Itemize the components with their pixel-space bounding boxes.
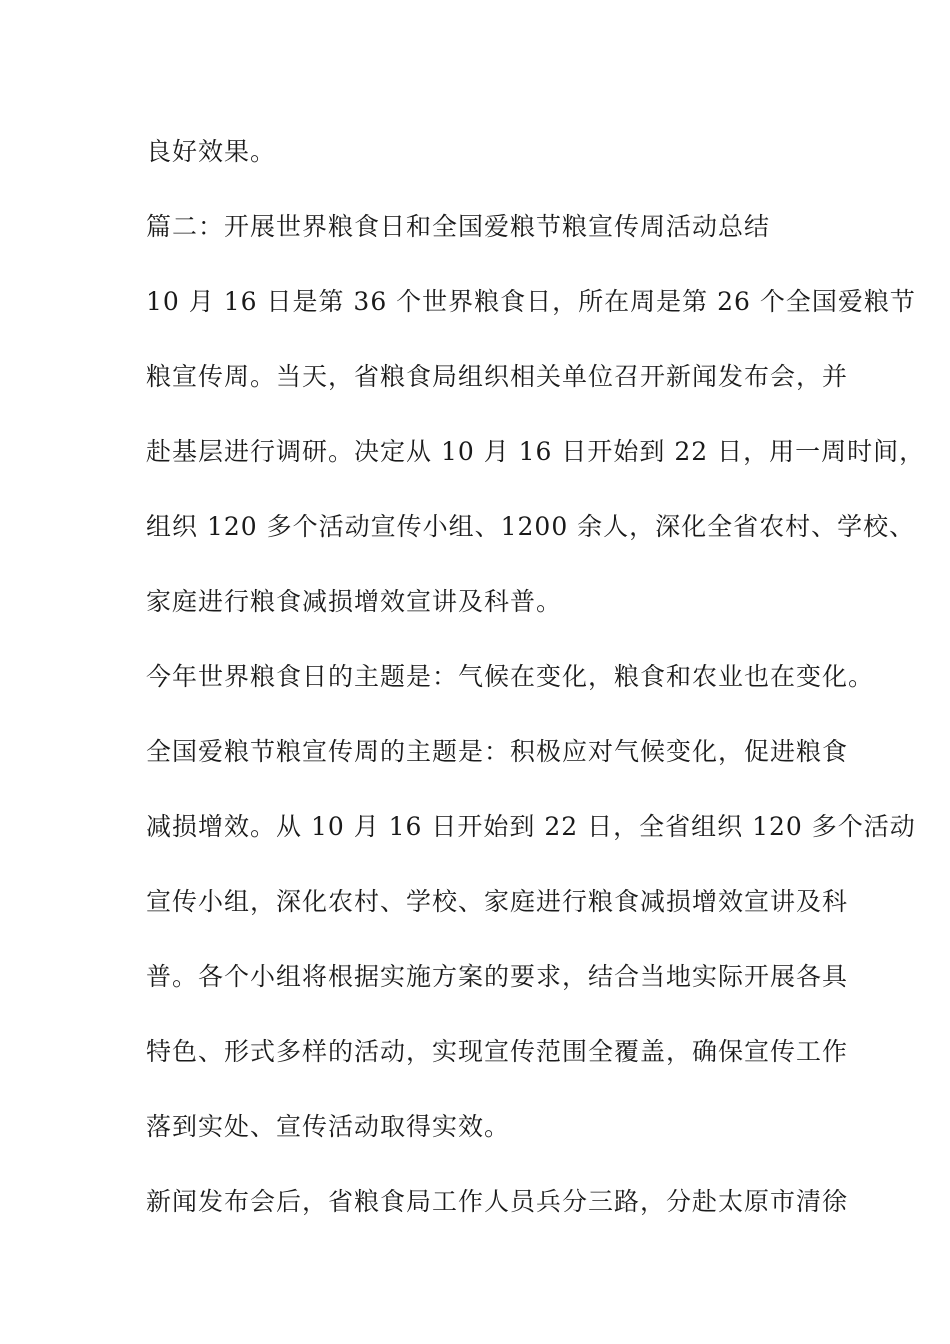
paragraph-line: 全国爱粮节粮宣传周的主题是：积极应对气候变化，促进粮食 [146, 737, 849, 766]
paragraph-line: 落到实处、宣传活动取得实效。 [146, 1112, 511, 1141]
paragraph-line: 减损增效。从 10 月 16 日开始到 22 日，全省组织 120 多个活动 [146, 812, 916, 841]
paragraph-line: 组织 120 多个活动宣传小组、1200 余人，深化全省农村、学校、 [146, 512, 916, 541]
section-heading: 篇二：开展世界粮食日和全国爱粮节粮宣传周活动总结 [146, 212, 771, 241]
paragraph-line: 10 月 16 日是第 36 个世界粮食日，所在周是第 26 个全国爱粮节 [146, 287, 916, 316]
paragraph-line: 新闻发布会后，省粮食局工作人员兵分三路，分赴太原市清徐 [146, 1187, 849, 1216]
paragraph-line: 普。各个小组将根据实施方案的要求，结合当地实际开展各具 [146, 962, 849, 991]
paragraph-line: 今年世界粮食日的主题是：气候在变化，粮食和农业也在变化。 [146, 662, 875, 691]
paragraph-line: 家庭进行粮食减损增效宣讲及科普。 [146, 587, 563, 616]
paragraph-line: 特色、形式多样的活动，实现宣传范围全覆盖，确保宣传工作 [146, 1037, 849, 1066]
paragraph-line: 赴基层进行调研。决定从 10 月 16 日开始到 22 日，用一周时间， [146, 437, 926, 466]
paragraph-line: 良好效果。 [146, 137, 277, 166]
paragraph-line: 粮宣传周。当天，省粮食局组织相关单位召开新闻发布会，并 [146, 362, 849, 391]
paragraph-line: 宣传小组，深化农村、学校、家庭进行粮食减损增效宣讲及科 [146, 887, 849, 916]
